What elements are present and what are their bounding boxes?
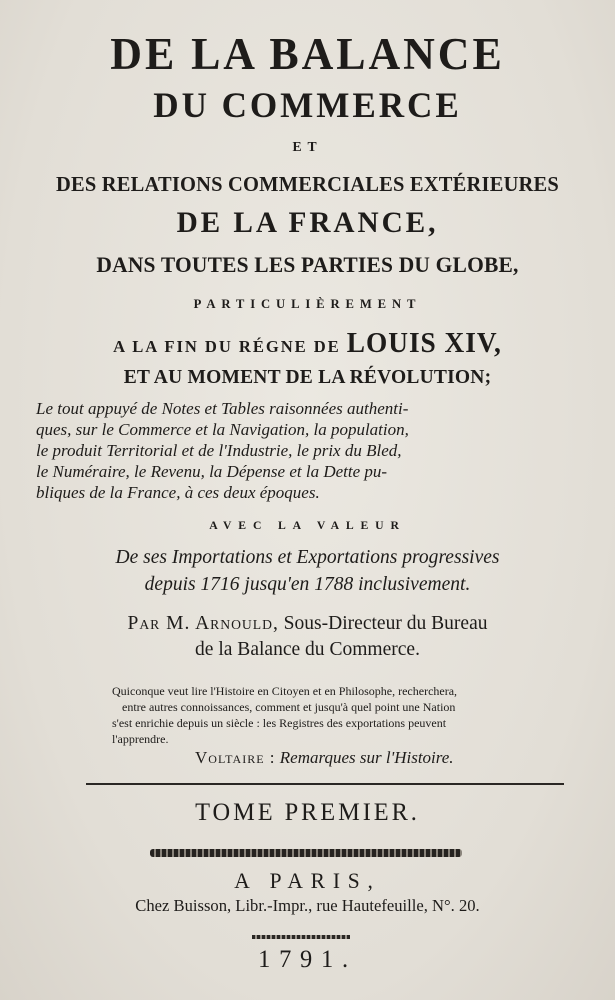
description-line: ques, sur le Commerce et la Navigation, la population, [36, 420, 409, 439]
valeur-line-2: depuis 1716 jusqu'en 1788 inclusivement. [144, 573, 471, 595]
subtitle-louis [7, 328, 607, 360]
subtitle-relations: DES RELATIONS COMMERCIALES EXTÉRIEURES [55, 172, 560, 196]
epigraph-line: s'est enrichie depuis un siècle : les Registres des exportations peuvent [112, 716, 447, 730]
author-role-line-2: de la Balance du Commerce. [195, 638, 420, 660]
subtitle-globe: DANS TOUTES LES PARTIES DU GLOBE, [96, 252, 519, 277]
author-line [7, 612, 607, 635]
epigraph [112, 683, 582, 747]
valeur-heading: AVEC LA VALEUR [209, 518, 406, 532]
title-conjunction: ET [292, 140, 323, 155]
epigraph-attribution [195, 748, 454, 768]
description-line: le Numéraire, le Revenu, la Dépense et la Dette pu- [36, 462, 388, 481]
description-paragraph [36, 398, 568, 503]
small-ornamental-rule [252, 935, 350, 939]
subtitle-particulierement: PARTICULIÈREMENT [193, 296, 422, 311]
epigraph-work: Remarques sur l'Histoire. [279, 748, 454, 767]
subtitle-louis-prefix: A LA FIN DU RÉGNE DE [113, 337, 341, 356]
author-role: Sous-Directeur du Bureau [283, 612, 488, 634]
imprint-year: 1791. [258, 946, 357, 973]
subtitle-revolution: ET AU MOMENT DE LA RÉVOLUTION; [123, 366, 492, 388]
description-line: le produit Territorial et de l'Industrie, le prix du Bled, [36, 441, 402, 460]
ornamental-rule [150, 849, 462, 857]
epigraph-line: l'apprendre. [112, 732, 169, 746]
epigraph-line: Quiconque veut lire l'Histoire en Citoyen et en Philosophe, recherchera, [112, 684, 458, 698]
description-line: Le tout appuyé de Notes et Tables raisonnées authenti- [36, 399, 409, 418]
main-title-line-2: DU COMMERCE [153, 85, 462, 125]
valeur-line-1: De ses Importations et Exportations progressives [115, 546, 500, 568]
epigraph-line: entre autres connoissances, comment et jusqu'à quel point une Nation [122, 700, 456, 714]
description-line: bliques de la France, à ces deux époques. [36, 483, 320, 502]
main-title-line-1: DE LA BALANCE [110, 29, 505, 79]
epigraph-author: Voltaire : [195, 748, 276, 767]
imprint-city: A PARIS, [234, 868, 381, 893]
imprint-publisher: Chez Buisson, Libr.-Impr., rue Hautefeuille, N°. 20. [135, 896, 480, 915]
author-name: Par M. Arnould, [127, 612, 279, 634]
horizontal-rule [86, 783, 564, 785]
subtitle-louis-name: LOUIS XIV, [346, 328, 502, 359]
subtitle-france: DE LA FRANCE, [176, 206, 439, 239]
volume-label: TOME PREMIER. [195, 799, 420, 826]
